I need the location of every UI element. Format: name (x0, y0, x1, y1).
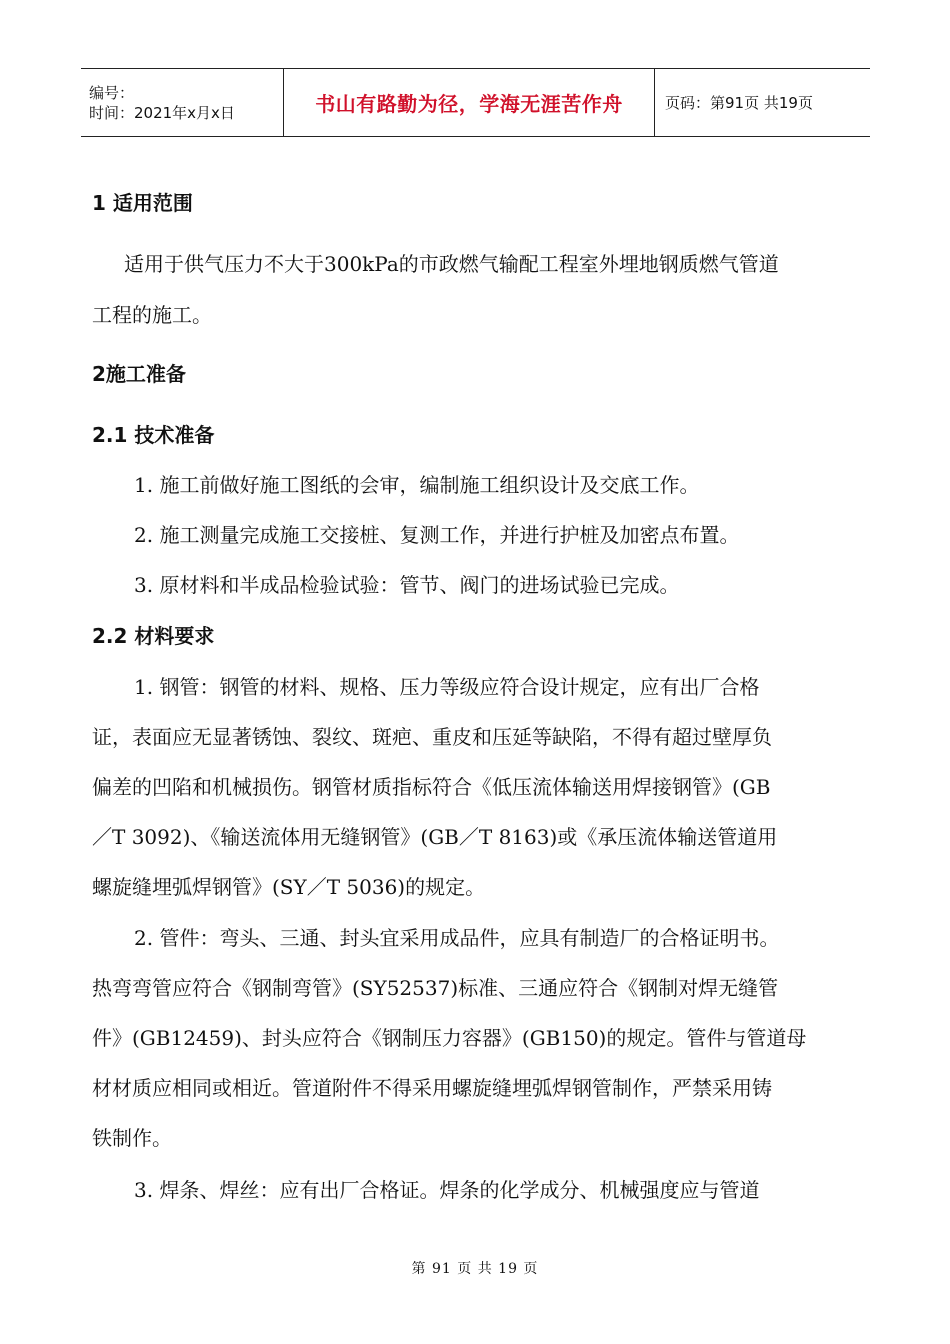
paragraph-line: 证，表面应无显著锈蚀、裂纹、斑疤、重皮和压延等缺陷，不得有超过壁厚负 (92, 725, 772, 749)
list-item: 3. 原材料和半成品检验试验：管节、阀门的进场试验已完成。 (134, 573, 680, 597)
section-2-2-title: 2.2 材料要求 (92, 624, 215, 648)
paragraph-line: 适用于供气压力不大于300kPa的市政燃气输配工程室外埋地钢质燃气管道 (124, 252, 779, 276)
paragraph-line: 件》(GB12459)、封头应符合《钢制压力容器》(GB150)的规定。管件与管道母 (92, 1026, 807, 1050)
paragraph-line: ／T 3092)、《输送流体用无缝钢管》(GB／T 8163)或《承压流体输送管道用 (92, 825, 778, 849)
paragraph-line: 材材质应相同或相近。管道附件不得采用螺旋缝埋弧焊钢管制作，严禁采用铸 (92, 1076, 772, 1100)
paragraph-line: 工程的施工。 (92, 303, 212, 327)
list-item: 1. 施工前做好施工图纸的会审，编制施工组织设计及交底工作。 (134, 473, 700, 497)
header-page-info (655, 69, 870, 136)
document-number-label: 编号： (89, 83, 135, 102)
paragraph-line: 3. 焊条、焊丝：应有出厂合格证。焊条的化学成分、机械强度应与管道 (134, 1178, 760, 1202)
page-footer: 第 91 页 共 19 页 (411, 1261, 539, 1277)
motto: 书山有路勤为径，学海无涯苦作舟 (315, 92, 623, 116)
section-2-title: 2施工准备 (92, 362, 186, 386)
paragraph-line: 螺旋缝埋弧焊钢管》(SY／T 5036)的规定。 (92, 875, 486, 899)
paragraph-line: 热弯弯管应符合《钢制弯管》(SY52537)标准、三通应符合《钢制对焊无缝管 (92, 976, 779, 1000)
section-2-1-title: 2.1 技术准备 (92, 423, 215, 447)
paragraph-line: 2. 管件：弯头、三通、封头宜采用成品件，应具有制造厂的合格证明书。 (134, 926, 780, 950)
paragraph-line: 1. 钢管：钢管的材料、规格、压力等级应符合设计规定，应有出厂合格 (134, 675, 760, 699)
document-date: 时间：2021年x月x日 (89, 103, 235, 122)
section-1-title: 1 适用范围 (92, 191, 193, 215)
header-motto-cell (283, 69, 655, 136)
paragraph-line: 铁制作。 (92, 1126, 172, 1150)
document-header (81, 68, 870, 137)
paragraph-line: 偏差的凹陷和机械损伤。钢管材质指标符合《低压流体输送用焊接钢管》(GB (92, 775, 771, 799)
header-meta (81, 69, 283, 136)
list-item: 2. 施工测量完成施工交接桩、复测工作，并进行护桩及加密点布置。 (134, 523, 740, 547)
page-number-info: 页码：第91页 共19页 (665, 94, 813, 112)
